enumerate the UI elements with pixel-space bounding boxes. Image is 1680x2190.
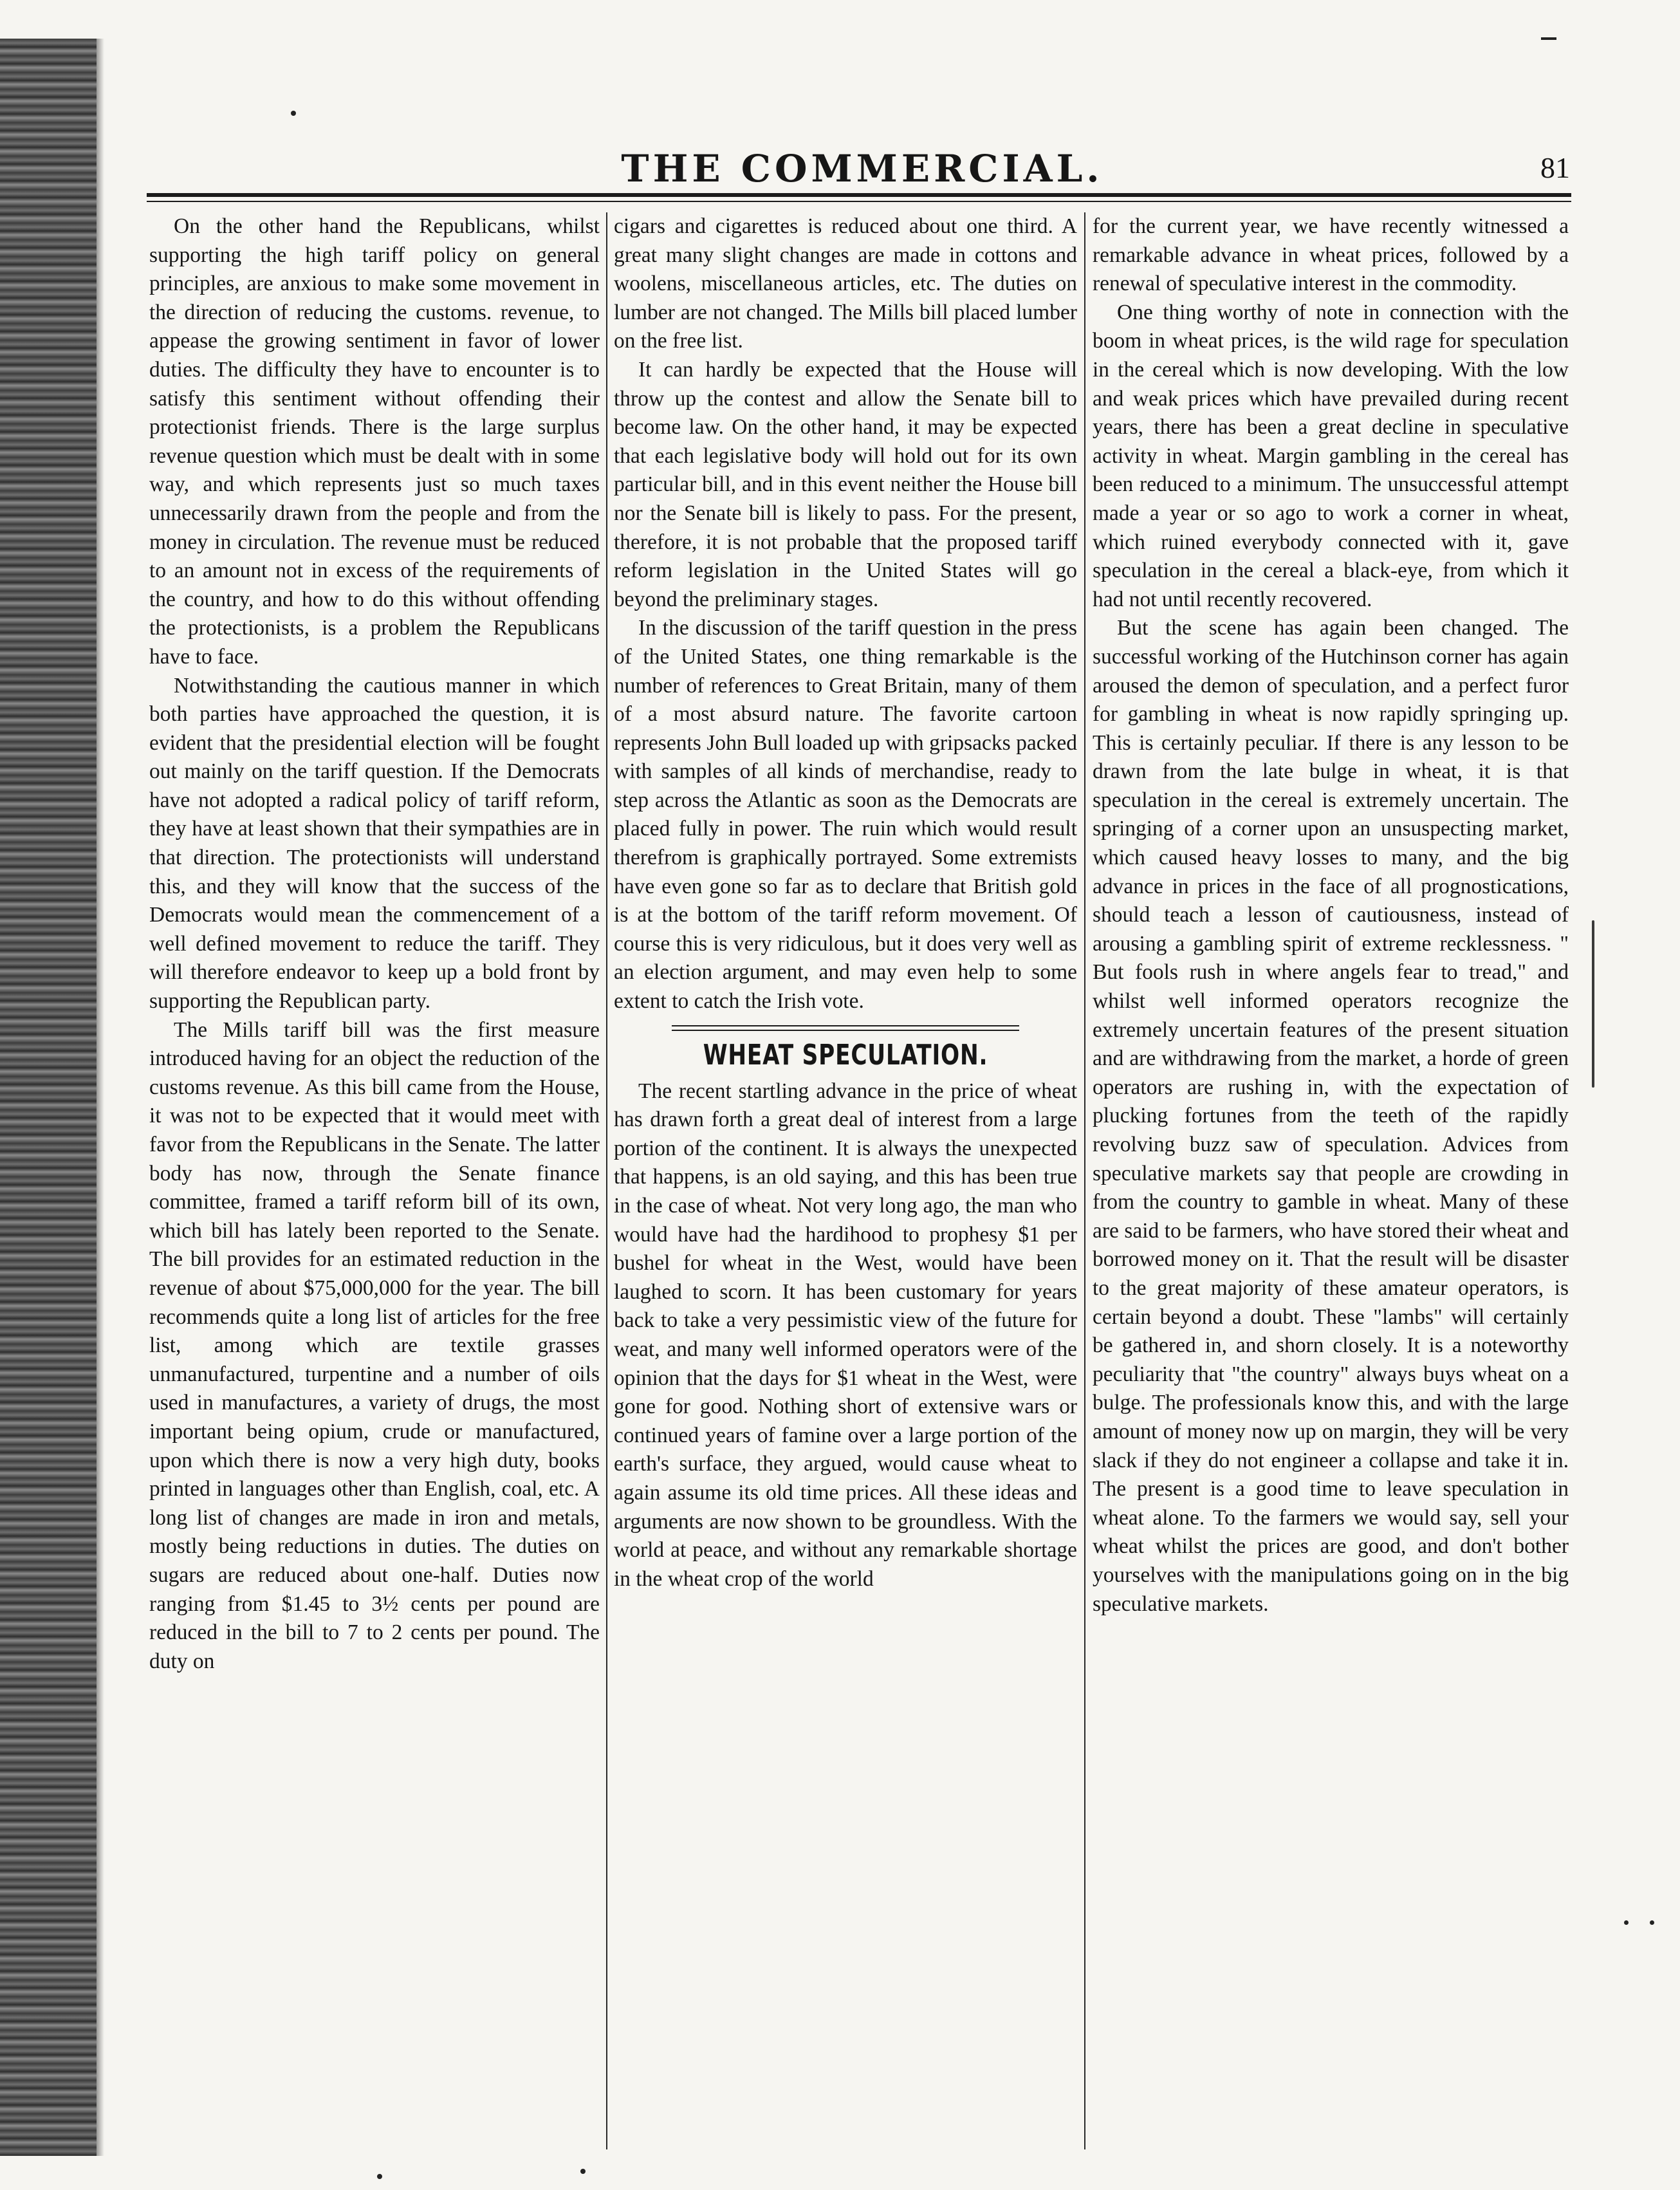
paragraph: But the scene has again been changed. The successful working of the Hutchinson corner has again aroused the demon of speculation, and a perfect furor for gambling in wheat is now rapidly springing up. This is certainly peculiar. If there is any lesson to be drawn from the late bulge in wheat, it is that speculation in the cereal is extremely uncertain. The springing of a corner upon an unsuspecting market, which caused heavy losses to many, and the big advance in prices in the face of all prognostications, should teach a lesson of cautiousness, instead of arousing a gambling spirit of extreme recklessness. " But fools rush in where angels fear to tread," and whilst well informed operators recognize the extremely uncertain features of the present situation and are withdrawing from the market, a horde of green operators are rushing in, with the expectation of plucking fortunes from the teeth of the rapidly revolving buzz saw of speculation. Advices from speculative markets say that people are crowding in from the country to gamble in wheat. Many of these are said to be farmers, who have stored their wheat and borrowed money on it. That the result will be disaster to the great majority of these amateur operators, is certain beyond a doubt. These "lambs" will certainly be gathered in, and shorn closely. It is a noteworthy peculiarity that "the country" always buys wheat on a bulge. The professionals know this, and with the large amount of money now up on margin, they will be very slack if they do not engineer a collapse and take it in. The present is a good time to leave speculation in wheat alone. To the farmers we would say, sell your wheat whilst the prices are good, and don't bother yourselves with the manipulations going on in the big speculative markets.: [1093, 616, 1569, 1616]
masthead-rule-thin: [147, 201, 1571, 202]
page-number: 81: [1540, 151, 1570, 184]
paragraph: The Mills tariff bill was the first measure introduced having for an object the reduction of the customs revenue. As this bill came from the House, it was not to be expected that it would meet with favor from the Republicans in the Senate. The latter body has now, through the Senate finance committee, framed a tariff reform bill of its own, which bill has lately been reported to the Senate. The bill provides for an estimated reduction in the revenue of about $75,000,000 for the year. The bill recommends quite a long list of articles for the free list, among which are textile grasses unmanufactured, turpentine and a number of oils used in manufactures, a variety of drugs, the most important being opium, crude or manufactured, upon which there is now a very high duty, books printed in languages other than English, coal, etc. A long list of changes are made in iron and metals, mostly being reductions in duties. The duties on sugars are reduced about one-half. Duties now ranging from $1.45 to 3½ cents per pound are reduced in the bill to 7 to 2 cents per pound. The duty on: [149, 1017, 600, 1673]
masthead-title: THE COMMERCIAL.: [621, 147, 1103, 190]
column-divider: [1084, 212, 1085, 2149]
print-speck: [580, 2169, 586, 2174]
corner-mark: [1541, 37, 1556, 40]
column-1: [149, 212, 600, 2156]
article-heading: WHEAT SPECULATION.: [703, 1038, 988, 1072]
margin-dots: [1624, 1920, 1663, 1927]
column-3: [1093, 212, 1569, 2156]
section-rule: [672, 1025, 1019, 1026]
page-binding-edge: [0, 39, 97, 2156]
paragraph: cigars and cigarettes is reduced about one third. A great many slight changes are made in cottons and woolens, miscellaneous articles, etc. The duties on lumber are not changed. The Mills bill placed lumber on the free list.: [614, 214, 1077, 353]
print-speck: [291, 111, 296, 116]
section-rule: [672, 1030, 1019, 1031]
print-speck: [377, 2174, 382, 2179]
margin-pencil-mark: [1592, 920, 1594, 1088]
paragraph: One thing worthy of note in connection with the boom in wheat prices, is the wild rage for speculation in the cereal which is now developing. With the low and weak prices which have prevailed during recent years, there has been a great decline in speculative activity in wheat. Margin gambling in the cereal has been reduced to a minimum. The unsuccessful attempt made a year or so ago to work a corner in wheat, which ruined everybody connected with it, gave speculation in the cereal a black-eye, from which it had not until recently recovered.: [1093, 300, 1569, 611]
paragraph: On the other hand the Republicans, whilst supporting the high tariff policy on general principles, are anxious to make some movement in the direction of reducing the customs. revenue, to appease the growing sentiment in favor of lower duties. The difficulty they have to encounter is to satisfy this sentiment without offending their protectionist friends. There is the large surplus revenue question which must be dealt with in some way, and which represents just so much taxes unnecessarily drawn from the people and from the money in circulation. The revenue must be reduced to an amount not in excess of the requirements of the country, and how to do this without offending the protectionists, is a problem the Republicans have to face.: [149, 214, 600, 669]
column-2: [614, 212, 1077, 2156]
paragraph: The recent startling advance in the price of wheat has drawn forth a great deal of interest from a large portion of the continent. It is always the unexpected that happens, is an old saying, and this has been true in the case of wheat. Not very long ago, the man who would have had the hardihood to prophesy $1 per bushel for wheat in the West, would have been laughed to scorn. It has been customary for years back to take a very pessimistic view of the future for weat, and many well informed operators were of the opinion that the days for $1 wheat in the West, were gone for good. Nothing short of extensive wars or continued years of famine over a large portion of the earth's surface, they argued, would cause wheat to again assume its old time prices. All these ideas and arguments are now shown to be groundless. With the world at peace, and without any remarkable shortage in the wheat crop of the world: [614, 1079, 1077, 1591]
masthead-rule: [147, 193, 1571, 197]
paragraph: In the discussion of the tariff question in the press of the United States, one thing remarkable is the number of references to Great Britain, many of them of a most absurd nature. The favorite cartoon represents John Bull loaded up with gripsacks packed with samples of all kinds of merchandise, ready to step across the Atlantic as soon as the Democrats are placed fully in power. The ruin which would result therefrom is graphically portrayed. Some extremists have even gone so far as to declare that British gold is at the bottom of the tariff reform movement. Of course this is very ridiculous, but it does very well as an election argument, and may even help to some extent to catch the Irish vote.: [614, 616, 1077, 1014]
paragraph: Notwithstanding the cautious manner in which both parties have approached the question, it is evident that the presidential election will be fought out mainly on the tariff question. If the Democrats have not adopted a radical policy of tariff reform, they have at least shown that their sympathies are in that direction. The protectionists will understand this, and they will know that the success of the Democrats would mean the commencement of a well defined movement to reduce the tariff. They will therefore endeavor to keep up a bold front by supporting the Republican party.: [149, 673, 600, 1014]
column-divider: [606, 212, 607, 2149]
paragraph: for the current year, we have recently witnessed a remarkable advance in wheat prices, followed by a renewal of speculative interest in the commodity.: [1093, 214, 1569, 296]
paragraph: It can hardly be expected that the House will throw up the contest and allow the Senate bill to become law. On the other hand, it may be expected that each legislative body will hold out for its own particular bill, and in this event neither the House bill nor the Senate bill is likely to pass. For the present, therefore, it is not probable that the proposed tariff reform legislation in the United States will go beyond the preliminary stages.: [614, 357, 1077, 611]
